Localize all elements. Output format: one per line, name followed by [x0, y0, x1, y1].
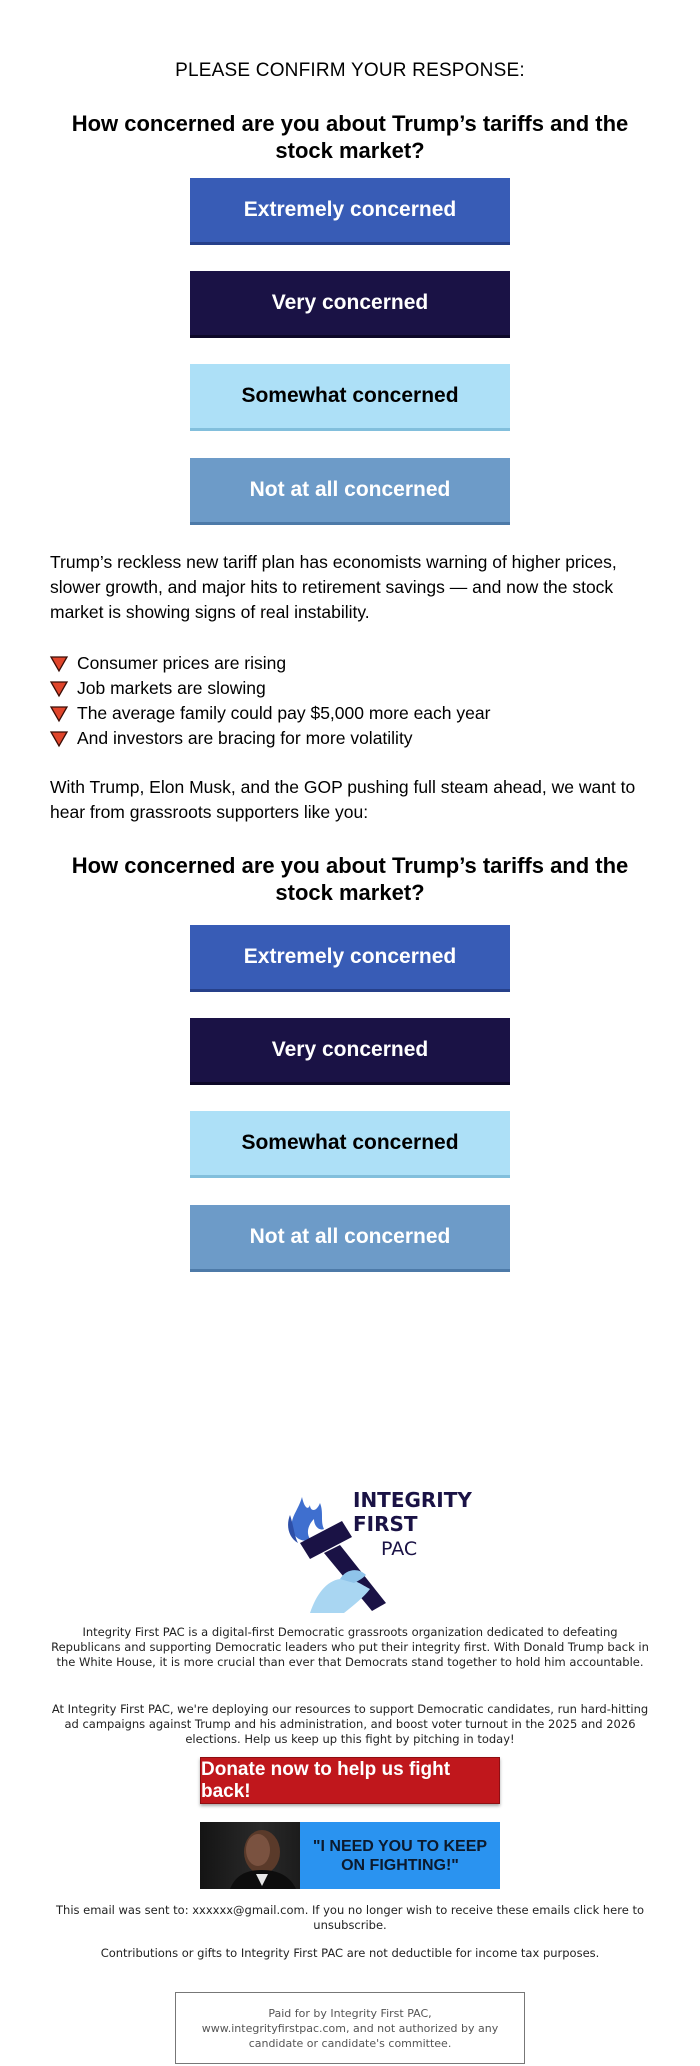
about-paragraph-2: At Integrity First PAC, we're deploying our resources to support Democratic candidates, run hard-hitting ad campaigns against Trump and his administration, and boost voter turnout in the 2025 and 2026 elections. Help us keep up this fight by pitching in today!	[51, 1702, 649, 1746]
bullet-text: Consumer prices are rising	[77, 653, 287, 673]
fighting-banner[interactable]	[200, 1822, 500, 1889]
list-item	[50, 651, 650, 676]
intro-paragraph: Trump’s reckless new tariff plan has economists warning of higher prices, slower growth, and major hits to retirement savings — and now the stock market is showing signs of real instability.	[50, 552, 617, 622]
red-triangle-icon	[50, 731, 68, 747]
extremely-concerned-button[interactable]: Extremely concerned	[190, 178, 510, 245]
not-at-all-concerned-button[interactable]: Not at all concerned	[190, 458, 510, 525]
very-concerned-button[interactable]: Very concerned	[190, 271, 510, 338]
speaker-silhouette-icon	[200, 1822, 300, 1889]
not-at-all-concerned-button[interactable]: Not at all concerned	[190, 1205, 510, 1272]
survey-question-top: How concerned are you about Trump’s tariffs and the stock market?	[71, 111, 629, 163]
integrity-first-pac-logo	[280, 1485, 472, 1617]
survey-question-bottom: How concerned are you about Trump’s tariffs and the stock market?	[71, 853, 629, 905]
red-triangle-icon	[50, 706, 68, 722]
somewhat-concerned-button[interactable]: Somewhat concerned	[190, 1111, 510, 1178]
red-triangle-icon	[50, 681, 68, 697]
extremely-concerned-button[interactable]: Extremely concerned	[190, 925, 510, 992]
banner-quote: "I NEED YOU TO KEEP ON FIGHTING!"	[312, 1837, 488, 1874]
list-item	[50, 726, 650, 751]
logo-text-line2: FIRST	[353, 1512, 418, 1536]
confirm-heading: PLEASE CONFIRM YOUR RESPONSE:	[175, 60, 525, 81]
bullet-text: The average family could pay $5,000 more each year	[77, 703, 491, 723]
somewhat-concerned-button[interactable]: Somewhat concerned	[190, 364, 510, 431]
donate-button[interactable]: Donate now to help us fight back!	[200, 1757, 500, 1804]
red-triangle-icon	[50, 656, 68, 672]
tax-notice: Contributions or gifts to Integrity First PAC are not deductible for income tax purposes.	[100, 1946, 600, 1960]
list-item	[50, 701, 650, 726]
about-paragraph-1: Integrity First PAC is a digital-first Democratic grassroots organization dedicated to defeating Republicans and supporting Democratic leaders who put their integrity first. With Donald Trump back in the White House, it is more crucial than ever that Democrats stand together to hold him accountable.	[51, 1625, 649, 1669]
bullet-text: Job markets are slowing	[77, 678, 266, 698]
paid-for-disclaimer: Paid for by Integrity First PAC, www.integrityfirstpac.com, and not authorized by any candidate or candidate's committee.	[175, 1992, 525, 2064]
logo-text-line1: INTEGRITY	[353, 1488, 472, 1512]
speaker-photo	[200, 1822, 300, 1889]
bullet-text: And investors are bracing for more volatility	[77, 728, 413, 748]
very-concerned-button[interactable]: Very concerned	[190, 1018, 510, 1085]
outro-paragraph: With Trump, Elon Musk, and the GOP pushing full steam ahead, we want to hear from grassroots supporters like you:	[50, 777, 636, 822]
sent-to-text[interactable]: This email was sent to: xxxxxx@gmail.com. If you no longer wish to receive these emails click here to unsubscribe.	[56, 1903, 644, 1932]
logo-text-line3: PAC	[381, 1538, 418, 1560]
email-sent-notice	[50, 1903, 650, 1933]
list-item	[50, 676, 650, 701]
bullet-list	[50, 651, 650, 751]
